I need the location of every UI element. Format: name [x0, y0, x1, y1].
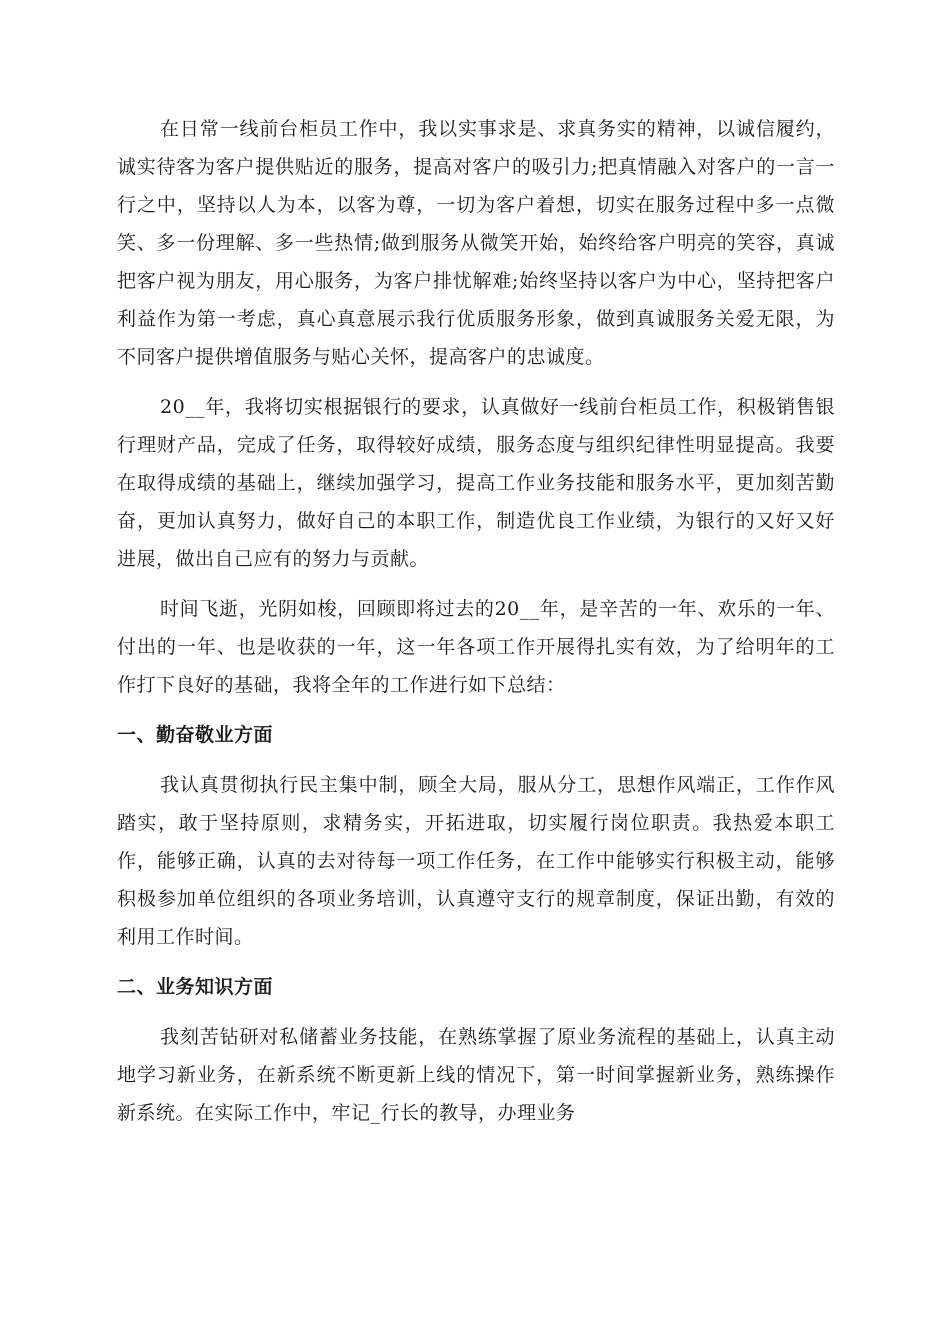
paragraph-diligence: 我认真贯彻执行民主集中制，顾全大局，服从分工，思想作风端正，工作作风踏实，敢于坚持原则，求精务实，开拓进取，切实履行岗位职责。我热爱本职工作，能够正确，认真的去对待每一项工作任务，在工作中能够实行积极主动，能够积极参加单位组织的各项业务培训，认真遵守支行的规章制度，保证出勤，有效的利用工作时间。	[117, 774, 835, 948]
paragraph-knowledge: 我刻苦钻研对私储蓄业务技能，在熟练掌握了原业务流程的基础上，认真主动地学习新业务，在新系统不断更新上线的情况下，第一时间掌握新业务，熟练操作新系统。在实际工作中，牢记_行长的教导，办理业务	[117, 1026, 835, 1124]
document-body	[117, 110, 835, 1132]
section-heading-knowledge: 二、业务知识方面	[117, 976, 274, 998]
paragraph-plan: 20__年，我将切实根据银行的要求，认真做好一线前台柜员工作，积极销售银行理财产品，完成了任务，取得较好成绩，服务态度与组织纪律性明显提高。我要在取得成绩的基础上，继续加强学习，提高工作业务技能和服务水平，更加刻苦勤奋，更加认真努力，做好自己的本职工作，制造优良工作业绩，为银行的又好又好进展，做出自己应有的努力与贡献。	[117, 396, 835, 570]
section-heading-diligence: 一、勤奋敬业方面	[117, 724, 274, 746]
paragraph-review: 时间飞逝，光阴如梭，回顾即将过去的20__年，是辛苦的一年、欢乐的一年、付出的一年、也是收获的一年，这一年各项工作开展得扎实有效，为了给明年的工作打下良好的基础，我将全年的工作进行如下总结：	[117, 598, 835, 696]
paragraph-service: 在日常一线前台柜员工作中，我以实事求是、求真务实的精神，以诚信履约，诚实待客为客户提供贴近的服务，提高对客户的吸引力;把真情融入对客户的一言一行之中，坚持以人为本，以客为尊，一切为客户着想，切实在服务过程中多一点微笑、多一份理解、多一些热情;做到服务从微笑开始，始终给客户明亮的笑容，真诚把客户视为朋友，用心服务，为客户排忧解难;始终坚持以客户为中心，坚持把客户利益作为第一考虑，真心真意展示我行优质服务形象，做到真诚服务关爱无限，为不同客户提供增值服务与贴心关怀，提高客户的忠诚度。	[117, 118, 835, 368]
